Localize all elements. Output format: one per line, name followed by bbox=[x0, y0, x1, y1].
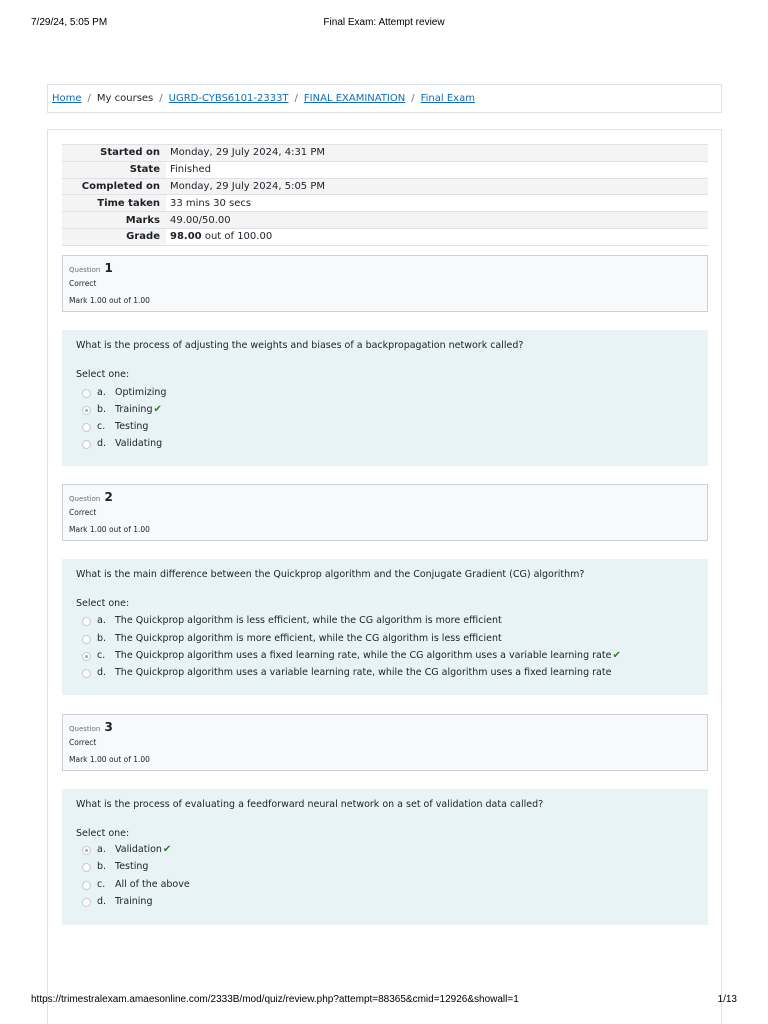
question-3-content bbox=[62, 789, 708, 925]
answer-label: The Quickprop algorithm is more efficient, while the CG algorithm is less efficient bbox=[115, 633, 502, 644]
summary-row bbox=[62, 178, 708, 195]
answer-label-wrap bbox=[115, 404, 162, 415]
summary-label: State bbox=[62, 161, 166, 178]
question-text: What is the process of evaluating a feedforward neural network on a set of validation data called? bbox=[76, 799, 544, 810]
question-text: What is the process of adjusting the weights and biases of a backpropagation network called? bbox=[76, 340, 524, 351]
answer-letter: a. bbox=[97, 844, 106, 855]
question-1-content bbox=[62, 330, 708, 466]
breadcrumb-home-link[interactable]: Home bbox=[52, 93, 82, 104]
radio-button[interactable] bbox=[82, 898, 91, 907]
question-number bbox=[69, 720, 113, 734]
summary-value: Monday, 29 July 2024, 5:05 PM bbox=[166, 178, 708, 195]
answer-label: Optimizing bbox=[115, 387, 167, 398]
answer-letter: d. bbox=[97, 896, 107, 907]
answer-label: The Quickprop algorithm is less efficient, while the CG algorithm is more efficient bbox=[115, 615, 502, 626]
select-one-prompt: Select one: bbox=[76, 369, 130, 380]
breadcrumb-section-link[interactable]: FINAL EXAMINATION bbox=[303, 93, 406, 104]
answer-label: The Quickprop algorithm uses a variable learning rate, while the CG algorithm uses a fixed learning rate bbox=[115, 667, 612, 678]
answer-label: Validating bbox=[115, 438, 163, 449]
answer-letter: c. bbox=[97, 421, 106, 432]
check-icon: ✔ bbox=[162, 844, 172, 855]
radio-button-checked[interactable] bbox=[82, 846, 91, 855]
answer-letter: a. bbox=[97, 387, 106, 398]
answer-letter: b. bbox=[97, 633, 107, 644]
question-label: Question bbox=[69, 266, 101, 274]
answer-label: Testing bbox=[115, 861, 149, 872]
breadcrumb-separator: / bbox=[159, 93, 163, 104]
answer-letter: c. bbox=[97, 879, 106, 890]
radio-button-checked[interactable] bbox=[82, 406, 91, 415]
radio-button-checked[interactable] bbox=[82, 652, 91, 661]
answer-label-wrap bbox=[115, 650, 621, 661]
question-2-info bbox=[62, 484, 708, 541]
radio-button[interactable] bbox=[82, 863, 91, 872]
question-number bbox=[69, 490, 113, 504]
question-label: Question bbox=[69, 725, 101, 733]
summary-value: Monday, 29 July 2024, 4:31 PM bbox=[166, 145, 708, 162]
radio-button[interactable] bbox=[82, 669, 91, 678]
breadcrumb-my-courses: My courses bbox=[96, 93, 154, 104]
summary-label: Started on bbox=[62, 145, 166, 162]
summary-row bbox=[62, 195, 708, 212]
question-text: What is the main difference between the Quickprop algorithm and the Conjugate Gradient (CG) algorithm? bbox=[76, 569, 585, 580]
radio-button[interactable] bbox=[82, 635, 91, 644]
breadcrumb-quiz-link[interactable]: Final Exam bbox=[420, 93, 475, 104]
summary-value: Finished bbox=[166, 161, 708, 178]
answer-label: Training bbox=[115, 896, 153, 907]
question-state: Correct bbox=[69, 279, 97, 288]
summary-row bbox=[62, 212, 708, 229]
breadcrumb-container bbox=[47, 84, 722, 113]
answer-label: Training bbox=[115, 404, 153, 415]
answer-letter: d. bbox=[97, 438, 107, 449]
question-number-value: 2 bbox=[104, 490, 113, 504]
answer-letter: b. bbox=[97, 861, 107, 872]
radio-button[interactable] bbox=[82, 389, 91, 398]
question-mark: Mark 1.00 out of 1.00 bbox=[69, 525, 150, 534]
summary-label: Marks bbox=[62, 212, 166, 229]
grade-out-of: out of 100.00 bbox=[201, 231, 273, 243]
breadcrumb-separator: / bbox=[411, 93, 415, 104]
answer-label: The Quickprop algorithm uses a fixed learning rate, while the CG algorithm uses a variable learning rate bbox=[115, 650, 612, 661]
breadcrumb bbox=[52, 93, 475, 104]
radio-button[interactable] bbox=[82, 423, 91, 432]
answer-label: Validation bbox=[115, 844, 162, 855]
question-mark: Mark 1.00 out of 1.00 bbox=[69, 755, 150, 764]
select-one-prompt: Select one: bbox=[76, 828, 130, 839]
breadcrumb-separator: / bbox=[294, 93, 298, 104]
summary-row bbox=[62, 161, 708, 178]
grade-score: 98.00 bbox=[170, 231, 202, 243]
check-icon: ✔ bbox=[153, 404, 162, 415]
summary-label: Time taken bbox=[62, 195, 166, 212]
question-number-value: 3 bbox=[104, 720, 113, 734]
radio-button[interactable] bbox=[82, 881, 91, 890]
summary-value: 49.00/50.00 bbox=[166, 212, 708, 229]
print-page-count: 1/13 bbox=[717, 994, 737, 1005]
answer-label: All of the above bbox=[115, 879, 190, 890]
print-header bbox=[0, 17, 768, 31]
print-url: https://trimestralexam.amaesonline.com/2333B/mod/quiz/review.php?attempt=88365&cmid=12926&showall=1 bbox=[31, 994, 519, 1005]
radio-button[interactable] bbox=[82, 440, 91, 449]
print-page-title: Final Exam: Attempt review bbox=[323, 17, 445, 28]
answer-letter: a. bbox=[97, 615, 106, 626]
breadcrumb-separator: / bbox=[87, 93, 91, 104]
answer-label: Testing bbox=[115, 421, 149, 432]
question-3-info bbox=[62, 714, 708, 771]
question-state: Correct bbox=[69, 738, 97, 747]
question-1-info bbox=[62, 255, 708, 312]
print-datetime: 7/29/24, 5:05 PM bbox=[31, 17, 108, 28]
summary-label: Completed on bbox=[62, 178, 166, 195]
question-number bbox=[69, 261, 113, 275]
summary-row bbox=[62, 145, 708, 162]
answer-letter: d. bbox=[97, 667, 107, 678]
question-mark: Mark 1.00 out of 1.00 bbox=[69, 296, 150, 305]
summary-grade-value bbox=[166, 228, 708, 245]
answer-letter: b. bbox=[97, 404, 107, 415]
question-label: Question bbox=[69, 495, 101, 503]
question-state: Correct bbox=[69, 508, 97, 517]
summary-label: Grade bbox=[62, 228, 166, 245]
summary-row bbox=[62, 228, 708, 245]
question-2-content bbox=[62, 559, 708, 695]
answer-label-wrap bbox=[115, 844, 171, 855]
question-number-value: 1 bbox=[104, 261, 113, 275]
answer-letter: c. bbox=[97, 650, 106, 661]
breadcrumb-course-link[interactable]: UGRD-CYBS6101-2333T bbox=[168, 93, 289, 104]
check-icon: ✔ bbox=[612, 650, 621, 661]
select-one-prompt: Select one: bbox=[76, 598, 130, 609]
radio-button[interactable] bbox=[82, 617, 91, 626]
print-footer bbox=[0, 994, 768, 1008]
summary-value: 33 mins 30 secs bbox=[166, 195, 708, 212]
attempt-summary-table bbox=[62, 144, 708, 246]
